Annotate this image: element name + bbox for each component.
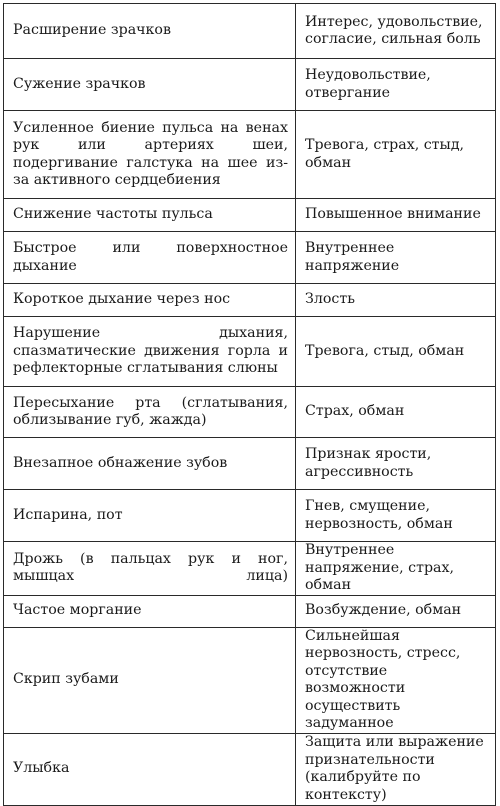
meaning-cell: Повышенное внимание — [296, 199, 496, 232]
meaning-cell: Сильнейшая нервозность, стресс, отсутствие возможности осуществить задуманное — [296, 627, 496, 733]
sign-cell: Короткое дыхание через нос — [4, 284, 296, 317]
table-row — [4, 284, 496, 317]
sign-cell: Скрип зубами — [4, 627, 296, 733]
meaning-cell: Возбуждение, обман — [296, 595, 496, 627]
meaning-cell: Гнев, смущение, нервозность, обман — [296, 490, 496, 542]
signs-table-body — [4, 4, 496, 806]
table-row — [4, 4, 496, 59]
sign-cell: Улыбка — [4, 733, 296, 805]
table-row — [4, 387, 496, 438]
meaning-cell: Злость — [296, 284, 496, 317]
table-row — [4, 595, 496, 627]
meaning-cell: Неудовольствие, отвергание — [296, 59, 496, 111]
table-row — [4, 627, 496, 733]
meaning-cell: Интерес, удовольствие, согласие, сильная боль — [296, 4, 496, 59]
signs-table — [3, 3, 496, 806]
sign-cell: Быстрое или поверхностное дыхание — [4, 232, 296, 284]
table-row — [4, 59, 496, 111]
table-row — [4, 490, 496, 542]
sign-cell: Частое моргание — [4, 595, 296, 627]
meaning-cell: Внутреннее напряжение, страх, обман — [296, 542, 496, 596]
meaning-cell: Тревога, стыд, обман — [296, 317, 496, 387]
meaning-cell: Признак ярости, агрессивность — [296, 438, 496, 490]
table-row — [4, 317, 496, 387]
meaning-cell: Страх, обман — [296, 387, 496, 438]
meaning-cell: Защита или выражение признательности (калибруйте по контексту) — [296, 733, 496, 805]
table-row — [4, 542, 496, 596]
table-row — [4, 199, 496, 232]
sign-cell: Усиленное биение пульса на венах рук или артериях шеи, подергивание галстука на шее из-за активного сердцебиения — [4, 111, 296, 199]
table-row — [4, 232, 496, 284]
sign-cell: Пересыхание рта (сглатывания, облизывание губ, жажда) — [4, 387, 296, 438]
meaning-cell: Внутреннее напряжение — [296, 232, 496, 284]
table-row — [4, 111, 496, 199]
table-row — [4, 733, 496, 805]
sign-cell: Сужение зрачков — [4, 59, 296, 111]
table-row — [4, 438, 496, 490]
sign-cell: Испарина, пот — [4, 490, 296, 542]
meaning-cell: Тревога, страх, стыд, обман — [296, 111, 496, 199]
sign-cell: Снижение частоты пульса — [4, 199, 296, 232]
sign-cell: Расширение зрачков — [4, 4, 296, 59]
sign-cell: Дрожь (в пальцах рук и ног, мышцах лица) — [4, 542, 296, 596]
sign-cell: Нарушение дыхания, спазматические движения горла и рефлекторные сглатывания слюны — [4, 317, 296, 387]
sign-cell: Внезапное обнажение зубов — [4, 438, 296, 490]
